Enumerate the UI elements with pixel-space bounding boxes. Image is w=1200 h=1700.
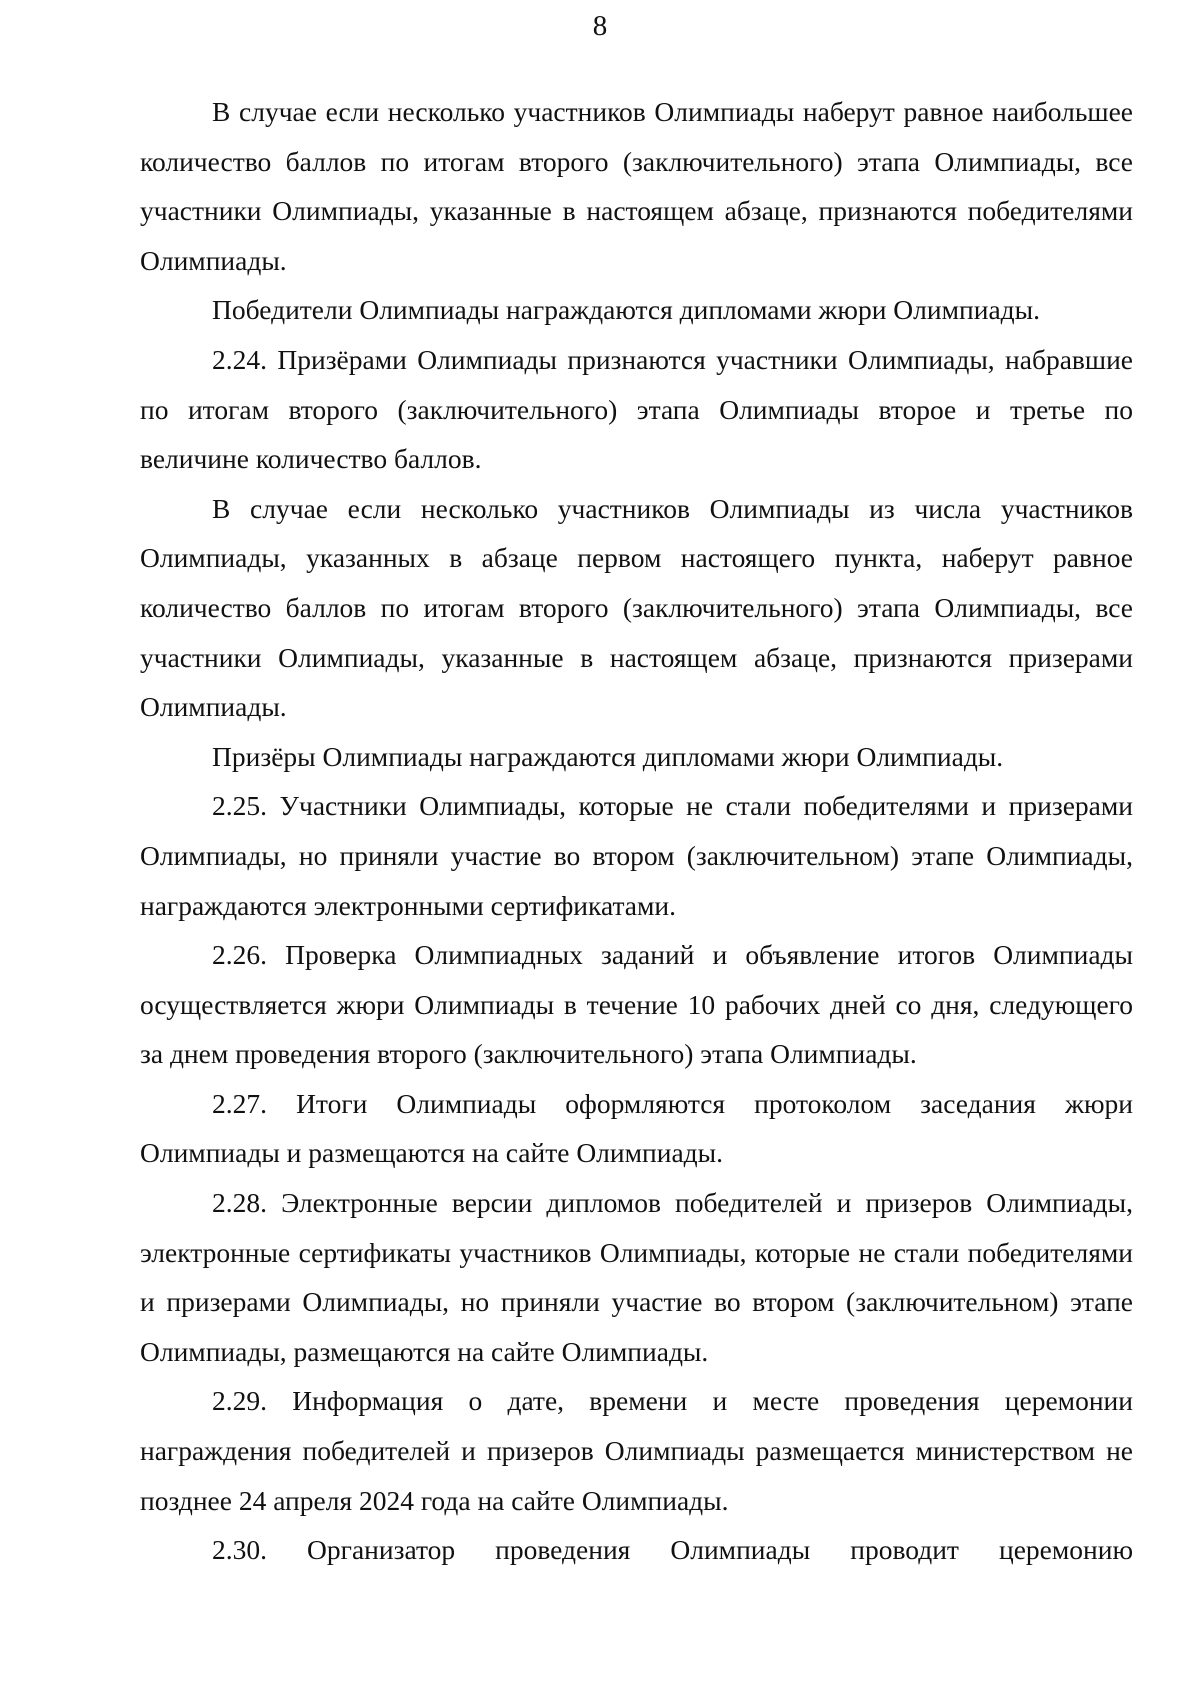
document-body <box>140 87 1133 1575</box>
paragraph-2-28: 2.28. Электронные версии дипломов победителей и призеров Олимпиады, электронные сертификаты участников Олимпиады, которые не стали победителями и призерами Олимпиады, но приняли участие во втором (заключительном) этапе Олимпиады, размещаются на сайте Олимпиады. <box>140 1187 1133 1367</box>
paragraph-2-26: 2.26. Проверка Олимпиадных заданий и объявление итогов Олимпиады осуществляется жюри Олимпиады в течение 10 рабочих дней со дня, следующего за днем проведения второго (заключительного) этапа Олимпиады. <box>140 939 1133 1070</box>
paragraph-prizewinners-diplomas: Призёры Олимпиады награждаются дипломами жюри Олимпиады. <box>212 740 1004 772</box>
paragraph-2-27: 2.27. Итоги Олимпиады оформляются протоколом заседания жюри Олимпиады и размещаются на сайте Олимпиады. <box>140 1087 1133 1169</box>
paragraph-winners-diplomas: Победители Олимпиады награждаются дипломами жюри Олимпиады. <box>212 294 1040 326</box>
paragraph-2-25: 2.25. Участники Олимпиады, которые не стали победителями и призерами Олимпиады, но приняли участие во втором (заключительном) этапе Олимпиады, награждаются электронными сертификатами. <box>140 790 1133 921</box>
paragraph-2-24: 2.24. Призёрами Олимпиады признаются участники Олимпиады, набравшие по итогам второго (заключительного) этапа Олимпиады второе и третье по величине количество баллов. <box>140 343 1133 475</box>
paragraph-2-29: 2.29. Информация о дате, времени и месте проведения церемонии награждения победителей и призеров Олимпиады размещается министерством не позднее 24 апреля 2024 года на сайте Олимпиады. <box>140 1385 1133 1516</box>
paragraph-tie-prizewinners: В случае если несколько участников Олимпиады из числа участников Олимпиады, указанных в абзаце первом настоящего пункта, наберут равное количество баллов по итогам второго (заключительного) этапа Олимпиады, все участники Олимпиады, указанные в настоящем абзаце, признаются призерами Олимпиады. <box>140 492 1133 723</box>
page-number: 8 <box>592 10 608 42</box>
paragraph-2-30: 2.30. Организатор проведения Олимпиады проводит церемонию <box>212 1534 1133 1566</box>
paragraph-tie-winners: В случае если несколько участников Олимпиады наберут равное наибольшее количество баллов по итогам второго (заключительного) этапа Олимпиады, все участники Олимпиады, указанные в настоящем абзаце, признаются победителями Олимпиады. <box>140 96 1133 276</box>
